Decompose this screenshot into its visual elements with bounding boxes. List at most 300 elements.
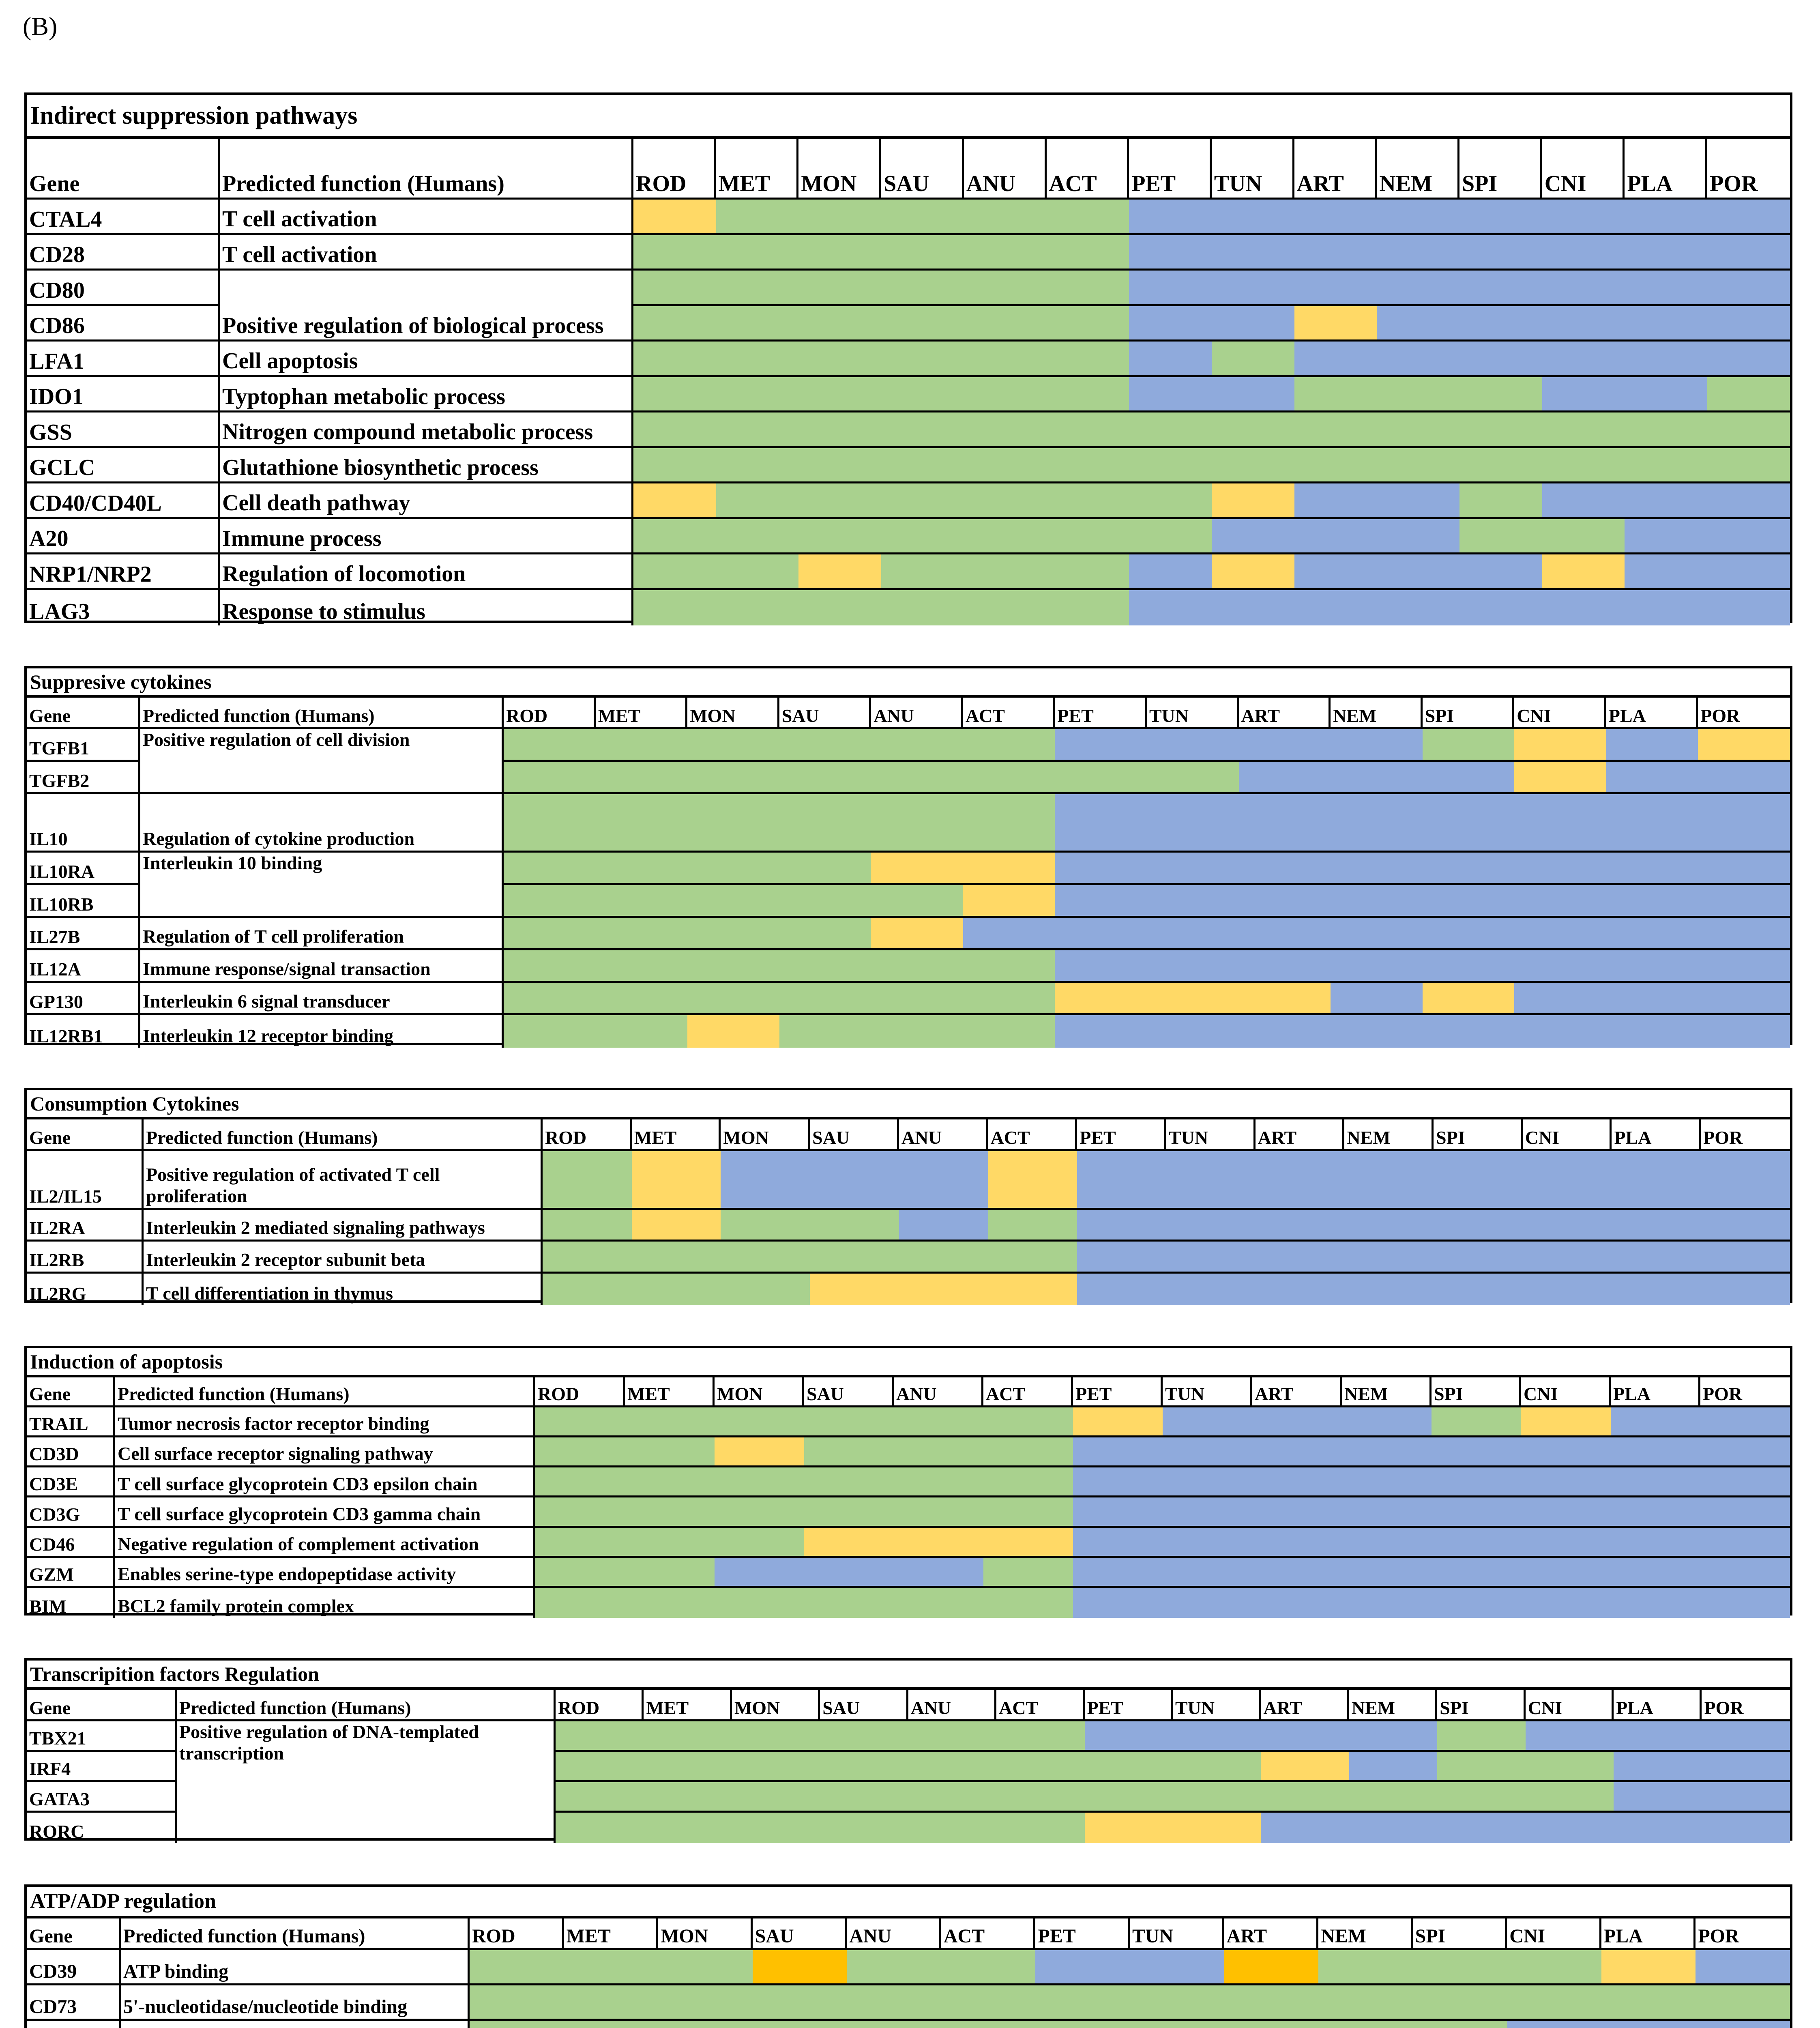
status-segment-rorc-art xyxy=(1261,1813,1790,1843)
status-segment-il2rg-pet xyxy=(1077,1274,1790,1305)
gene-name: GATA3 xyxy=(27,1782,177,1813)
gene-name: IL12A xyxy=(27,950,140,983)
taxon-header-nem: NEM xyxy=(1377,139,1459,200)
status-segment-tgfb1-cni xyxy=(1514,729,1606,762)
predicted-function: Regulation of locomotion xyxy=(220,554,633,590)
gene-name: IL2/IL15 xyxy=(27,1151,144,1210)
status-segment-il2ra-mon xyxy=(721,1210,899,1242)
status-segment-gp130-spi xyxy=(1423,983,1515,1015)
gene-name: TGFB1 xyxy=(27,729,140,762)
status-segment-cd39-nem xyxy=(1318,1950,1601,1985)
status-segment-trail-spi xyxy=(1432,1407,1521,1437)
gene-name: GZM xyxy=(27,1558,115,1588)
gene-name: IL10RA xyxy=(27,853,140,885)
taxon-header-tun: TUN xyxy=(1130,1918,1224,1950)
predicted-function: T cell surface glycoprotein CD3 epsilon chain xyxy=(115,1467,535,1497)
status-segment-nrp1-nrp2-mon xyxy=(798,554,881,590)
gene-name: GP130 xyxy=(27,983,140,1015)
taxon-header-rod: ROD xyxy=(504,698,596,729)
gene-name: CD73 xyxy=(27,1985,121,2021)
taxon-header-art: ART xyxy=(1256,1119,1345,1151)
predicted-function: Immune process xyxy=(220,519,633,555)
predicted-function: Enables serine-type endopeptidase activity xyxy=(115,1558,535,1588)
taxon-header-met: MET xyxy=(564,1918,659,1950)
status-segment-irf4-nem xyxy=(1349,1752,1437,1782)
status-segment-trail-rod xyxy=(535,1407,1073,1437)
status-segment-il12a-pet xyxy=(1055,950,1790,983)
taxon-header-pla: PLA xyxy=(1612,1119,1701,1151)
status-segment-il12rb1-mon xyxy=(687,1015,779,1048)
panel-table xyxy=(27,1690,1790,1843)
predicted-function: T cell differentiation in thymus xyxy=(144,1274,543,1305)
status-segment-il10rb-rod xyxy=(504,885,963,917)
predicted-function: Cell death pathway xyxy=(220,483,633,519)
status-segment-cd39-sau xyxy=(753,1950,847,1985)
status-segment-tbx21-rod xyxy=(556,1721,1085,1752)
taxon-header-pet: PET xyxy=(1077,1119,1166,1151)
status-segment-il2rg-sau xyxy=(810,1274,1077,1305)
status-segment-gata3-rod xyxy=(556,1782,1614,1813)
taxon-header-por: POR xyxy=(1701,1119,1790,1151)
status-segment-cd86-pet xyxy=(1129,306,1294,342)
predicted-function: Typtophan metabolic process xyxy=(220,377,633,413)
taxon-header-mon: MON xyxy=(687,698,779,729)
status-segment-irf4-pla xyxy=(1614,1752,1790,1782)
status-segment-tbx21-pet xyxy=(1085,1721,1438,1752)
status-segment-tgfb1-pla xyxy=(1606,729,1698,762)
taxon-header-por: POR xyxy=(1707,139,1790,200)
taxon-header-met: MET xyxy=(716,139,799,200)
status-segment-gp130-nem xyxy=(1331,983,1423,1015)
predicted-function xyxy=(121,2021,470,2028)
status-segment-gp130-pet xyxy=(1055,983,1331,1015)
taxon-header-por: POR xyxy=(1696,1918,1790,1950)
taxon-header-anu: ANU xyxy=(899,1119,988,1151)
taxon-header-art: ART xyxy=(1294,139,1377,200)
predicted-function: Nitrogen compound metabolic process xyxy=(220,412,633,448)
taxon-header-rod: ROD xyxy=(556,1690,644,1721)
taxon-header-anu: ANU xyxy=(894,1377,983,1407)
taxon-header-art: ART xyxy=(1239,698,1331,729)
panel-title: Indirect suppression pathways xyxy=(27,95,1790,139)
taxon-header-cni: CNI xyxy=(1523,1119,1612,1151)
gene-name: IRF4 xyxy=(27,1752,177,1782)
status-segment-il2-il15-rod xyxy=(543,1151,632,1210)
status-segment-lfa1-art xyxy=(1294,342,1790,377)
taxon-header-anu: ANU xyxy=(908,1690,996,1721)
status-segment-irf4-spi xyxy=(1437,1752,1614,1782)
status-segment-tgfb1-rod xyxy=(504,729,1055,762)
taxon-header-anu: ANU xyxy=(871,698,963,729)
function-column-header: Predicted function (Humans) xyxy=(177,1690,556,1721)
status-segment-gzm-act xyxy=(983,1558,1073,1588)
status-segment-il27b-act xyxy=(963,918,1790,950)
taxon-header-spi: SPI xyxy=(1413,1918,1507,1950)
status-segment-bim-pet xyxy=(1073,1588,1790,1618)
taxon-header-pet: PET xyxy=(1129,139,1212,200)
status-segment-cd28-rod xyxy=(633,235,1129,271)
taxon-header-art: ART xyxy=(1252,1377,1342,1407)
taxon-header-anu: ANU xyxy=(964,139,1047,200)
taxon-header-tun: TUN xyxy=(1147,698,1239,729)
taxon-header-mon: MON xyxy=(798,139,881,200)
status-segment-cd86-art xyxy=(1294,306,1377,342)
predicted-function: Cell surface receptor signaling pathway xyxy=(115,1437,535,1467)
status-segment-ctal4-pet xyxy=(1129,200,1790,235)
panel-table xyxy=(27,1119,1790,1305)
status-segment-tbx21-cni xyxy=(1526,1721,1790,1752)
status-segment-il2ra-pet xyxy=(1077,1210,1790,1242)
taxon-header-cni: CNI xyxy=(1521,1377,1611,1407)
gene-name: CD39 xyxy=(27,1950,121,1985)
taxon-header-mon: MON xyxy=(658,1918,753,1950)
taxon-header-met: MET xyxy=(644,1690,732,1721)
status-segment-trail-pla xyxy=(1611,1407,1790,1437)
gene-name: CD46 xyxy=(27,1528,115,1558)
gene-name: CD3D xyxy=(27,1437,115,1467)
taxon-header-mon: MON xyxy=(721,1119,810,1151)
status-segment-il10ra-pet xyxy=(1055,853,1790,885)
taxon-header-rod: ROD xyxy=(470,1918,564,1950)
status-segment-cd39-art xyxy=(1224,1950,1319,1985)
status-segment-a20-spi xyxy=(1459,519,1625,555)
taxon-header-nem: NEM xyxy=(1344,1119,1434,1151)
predicted-function: ATP binding xyxy=(121,1950,470,1985)
taxon-header-cni: CNI xyxy=(1542,139,1625,200)
status-segment-irf4-rod xyxy=(556,1752,1261,1782)
status-segment-il12rb1-rod xyxy=(504,1015,687,1048)
gene-name: RORC xyxy=(27,1813,177,1843)
gene-name: IDO1 xyxy=(27,377,220,413)
predicted-function: T cell surface glycoprotein CD3 gamma chain xyxy=(115,1497,535,1527)
status-segment-cd3g-rod xyxy=(535,1497,1073,1527)
taxon-header-cni: CNI xyxy=(1514,698,1606,729)
gene-name: IL10 xyxy=(27,794,140,853)
taxon-header-nem: NEM xyxy=(1318,1918,1413,1950)
figure-label: (B) xyxy=(23,12,58,41)
taxon-header-cni: CNI xyxy=(1526,1690,1614,1721)
status-segment-a20-rod xyxy=(633,519,1212,555)
status-segment-cd46-sau xyxy=(804,1528,1073,1558)
taxon-header-spi: SPI xyxy=(1423,698,1515,729)
status-segment-ido1-pet xyxy=(1129,377,1294,413)
predicted-function: Positive regulation of activated T cell proliferation xyxy=(144,1151,543,1210)
status-segment-gzm-mon xyxy=(715,1558,983,1588)
predicted-function: Tumor necrosis factor receptor binding xyxy=(115,1407,535,1437)
taxon-header-pet: PET xyxy=(1085,1690,1173,1721)
taxon-header-met: MET xyxy=(632,1119,721,1151)
predicted-function: Interleukin 2 mediated signaling pathways xyxy=(144,1210,543,1242)
predicted-function: Immune response/signal transaction xyxy=(140,950,504,983)
status-segment-il2rb-rod xyxy=(543,1242,1077,1273)
status-segment-cd86-nem xyxy=(1377,306,1790,342)
taxon-header-sau: SAU xyxy=(810,1119,899,1151)
panel-1 xyxy=(24,666,1792,1045)
status-segment-il27b-anu xyxy=(871,918,963,950)
status-segment-ido1-art xyxy=(1294,377,1542,413)
predicted-function: Interleukin 6 signal transducer xyxy=(140,983,504,1015)
taxon-header-sau: SAU xyxy=(779,698,871,729)
status-segment-nrp1-nrp2-pet xyxy=(1129,554,1212,590)
panel-0 xyxy=(24,92,1792,623)
gene-name xyxy=(27,2021,121,2028)
gene-name: LAG3 xyxy=(27,590,220,626)
taxon-header-sau: SAU xyxy=(881,139,964,200)
status-segment-a2ar-cni xyxy=(1507,2021,1790,2028)
panel-title: Suppresive cytokines xyxy=(27,668,1790,698)
status-segment-cd40-cd40l-tun xyxy=(1212,483,1294,519)
gene-name: CD28 xyxy=(27,235,220,271)
taxon-header-act: ACT xyxy=(996,1690,1084,1721)
gene-name: IL2RA xyxy=(27,1210,144,1242)
status-segment-irf4-art xyxy=(1261,1752,1349,1782)
panel-title: ATP/ADP regulation xyxy=(27,1887,1790,1918)
status-segment-il12rb1-sau xyxy=(779,1015,1055,1048)
gene-name: GSS xyxy=(27,412,220,448)
status-segment-il2ra-rod xyxy=(543,1210,632,1242)
gene-name: IL27B xyxy=(27,918,140,950)
status-segment-nrp1-nrp2-pla xyxy=(1625,554,1790,590)
status-segment-ido1-rod xyxy=(633,377,1129,413)
status-segment-il10ra-rod xyxy=(504,853,871,885)
gene-column-header: Gene xyxy=(27,1377,115,1407)
function-column-header: Predicted function (Humans) xyxy=(220,139,633,200)
status-segment-cd39-por xyxy=(1696,1950,1790,1985)
taxon-header-act: ACT xyxy=(983,1377,1073,1407)
status-segment-ido1-cni xyxy=(1542,377,1707,413)
status-segment-lfa1-pet xyxy=(1129,342,1212,377)
status-segment-cd3d-pet xyxy=(1073,1437,1790,1467)
status-segment-tgfb1-por xyxy=(1698,729,1790,762)
taxon-header-cni: CNI xyxy=(1507,1918,1601,1950)
function-column-header: Predicted function (Humans) xyxy=(121,1918,470,1950)
taxon-header-sau: SAU xyxy=(804,1377,894,1407)
gene-name: LFA1 xyxy=(27,342,220,377)
taxon-header-tun: TUN xyxy=(1212,139,1294,200)
gene-name: CD86 xyxy=(27,306,220,342)
predicted-function: Cell apoptosis xyxy=(220,342,633,377)
status-segment-cd3d-sau xyxy=(804,1437,1073,1467)
gene-name: NRP1/NRP2 xyxy=(27,554,220,590)
status-segment-cd40-cd40l-art xyxy=(1294,483,1459,519)
status-segment-il2ra-act xyxy=(988,1210,1077,1242)
predicted-function: Positive regulation of biological process xyxy=(220,271,633,342)
status-segment-il12rb1-pet xyxy=(1055,1015,1790,1048)
taxon-header-pla: PLA xyxy=(1625,139,1707,200)
gene-name: A20 xyxy=(27,519,220,555)
taxon-header-mon: MON xyxy=(732,1690,820,1721)
status-segment-tgfb1-pet xyxy=(1055,729,1422,762)
taxon-header-spi: SPI xyxy=(1459,139,1542,200)
status-segment-il12a-rod xyxy=(504,950,1055,983)
panel-2 xyxy=(24,1088,1792,1303)
status-segment-il27b-rod xyxy=(504,918,871,950)
status-segment-il10ra-anu xyxy=(871,853,1055,885)
taxon-header-art: ART xyxy=(1261,1690,1349,1721)
gene-name: CD3G xyxy=(27,1497,115,1527)
status-segment-nrp1-nrp2-art xyxy=(1294,554,1542,590)
taxon-header-art: ART xyxy=(1224,1918,1319,1950)
panel-table xyxy=(27,1377,1790,1618)
predicted-function: Positive regulation of cell division xyxy=(140,729,504,794)
status-segment-il2ra-met xyxy=(632,1210,721,1242)
status-segment-cd40-cd40l-rod xyxy=(633,483,716,519)
predicted-function: Regulation of cytokine production xyxy=(140,794,504,853)
taxon-header-rod: ROD xyxy=(543,1119,632,1151)
status-segment-il2rg-rod xyxy=(543,1274,810,1305)
status-segment-il2rb-pet xyxy=(1077,1242,1790,1273)
status-segment-il2-il15-pet xyxy=(1077,1151,1790,1210)
gene-name: IL12RB1 xyxy=(27,1015,140,1048)
taxon-header-pla: PLA xyxy=(1611,1377,1700,1407)
taxon-header-pet: PET xyxy=(1035,1918,1130,1950)
status-segment-gss-rod xyxy=(633,412,1790,448)
function-column-header: Predicted function (Humans) xyxy=(144,1119,543,1151)
status-segment-lag3-pet xyxy=(1129,590,1790,626)
taxon-header-sau: SAU xyxy=(820,1690,908,1721)
gene-column-header: Gene xyxy=(27,139,220,200)
panel-title: Induction of apoptosis xyxy=(27,1348,1790,1377)
status-segment-il10-rod xyxy=(504,794,1055,853)
gene-column-header: Gene xyxy=(27,698,140,729)
status-segment-cd3e-pet xyxy=(1073,1467,1790,1497)
taxon-header-mon: MON xyxy=(715,1377,804,1407)
gene-name: BIM xyxy=(27,1588,115,1618)
gene-column-header: Gene xyxy=(27,1918,121,1950)
status-segment-a2ar-rod xyxy=(470,2021,1507,2028)
taxon-header-act: ACT xyxy=(941,1918,1036,1950)
status-segment-lfa1-rod xyxy=(633,342,1129,377)
gene-name: CD3E xyxy=(27,1467,115,1497)
status-segment-cd40-cd40l-met xyxy=(716,483,1212,519)
gene-column-header: Gene xyxy=(27,1119,144,1151)
gene-name: IL2RB xyxy=(27,1242,144,1273)
status-segment-il2ra-anu xyxy=(899,1210,988,1242)
status-segment-lag3-rod xyxy=(633,590,1129,626)
status-segment-trail-cni xyxy=(1521,1407,1611,1437)
taxon-header-nem: NEM xyxy=(1342,1377,1432,1407)
predicted-function: Interleukin 10 binding xyxy=(140,853,504,917)
taxon-header-tun: TUN xyxy=(1173,1690,1261,1721)
status-segment-il2-il15-met xyxy=(632,1151,721,1210)
status-segment-cd40-cd40l-spi xyxy=(1459,483,1542,519)
status-segment-lfa1-tun xyxy=(1212,342,1294,377)
taxon-header-tun: TUN xyxy=(1166,1119,1256,1151)
status-segment-cd80-pet xyxy=(1129,271,1790,306)
status-segment-gata3-pla xyxy=(1614,1782,1790,1813)
status-segment-cd39-pla xyxy=(1601,1950,1696,1985)
function-column-header: Predicted function (Humans) xyxy=(140,698,504,729)
taxon-header-spi: SPI xyxy=(1432,1377,1521,1407)
taxon-header-pla: PLA xyxy=(1601,1918,1696,1950)
taxon-header-pla: PLA xyxy=(1614,1690,1702,1721)
gene-name: IL2RG xyxy=(27,1274,144,1305)
predicted-function: Regulation of T cell proliferation xyxy=(140,918,504,950)
panel-4 xyxy=(24,1658,1792,1841)
status-segment-trail-tun xyxy=(1163,1407,1432,1437)
status-segment-cd3d-rod xyxy=(535,1437,715,1467)
gene-name: TGFB2 xyxy=(27,762,140,794)
status-segment-ido1-por xyxy=(1707,377,1790,413)
gene-name: CD80 xyxy=(27,271,220,306)
status-segment-cd40-cd40l-cni xyxy=(1542,483,1790,519)
function-column-header: Predicted function (Humans) xyxy=(115,1377,535,1407)
status-segment-cd3d-mon xyxy=(715,1437,804,1467)
status-segment-il2-il15-act xyxy=(988,1151,1077,1210)
status-segment-nrp1-nrp2-rod xyxy=(633,554,798,590)
taxon-header-pla: PLA xyxy=(1606,698,1698,729)
taxon-header-tun: TUN xyxy=(1163,1377,1252,1407)
gene-name: TBX21 xyxy=(27,1721,177,1752)
status-segment-trail-pet xyxy=(1073,1407,1163,1437)
status-segment-il10-pet xyxy=(1055,794,1790,853)
status-segment-il10rb-pet xyxy=(1055,885,1790,917)
status-segment-rorc-rod xyxy=(556,1813,1085,1843)
taxon-header-act: ACT xyxy=(988,1119,1077,1151)
taxon-header-act: ACT xyxy=(1047,139,1129,200)
status-segment-tgfb2-rod xyxy=(504,762,1239,794)
predicted-function: T cell activation xyxy=(220,200,633,235)
taxon-header-spi: SPI xyxy=(1434,1119,1523,1151)
status-segment-rorc-pet xyxy=(1085,1813,1261,1843)
predicted-function: Glutathione biosynthetic process xyxy=(220,448,633,484)
predicted-function: Positive regulation of DNA-templated transcription xyxy=(177,1721,556,1843)
status-segment-tgfb2-cni xyxy=(1514,762,1606,794)
status-segment-nrp1-nrp2-sau xyxy=(881,554,1129,590)
status-segment-cd39-pet xyxy=(1035,1950,1224,1985)
status-segment-cd3e-rod xyxy=(535,1467,1073,1497)
gene-name: CTAL4 xyxy=(27,200,220,235)
predicted-function: Interleukin 12 receptor binding xyxy=(140,1015,504,1048)
status-segment-a20-tun xyxy=(1212,519,1459,555)
taxon-header-nem: NEM xyxy=(1331,698,1423,729)
predicted-function: Interleukin 2 receptor subunit beta xyxy=(144,1242,543,1273)
status-segment-a20-pla xyxy=(1625,519,1790,555)
taxon-header-sau: SAU xyxy=(753,1918,847,1950)
taxon-header-por: POR xyxy=(1700,1377,1790,1407)
taxon-header-pet: PET xyxy=(1073,1377,1163,1407)
taxon-header-anu: ANU xyxy=(847,1918,941,1950)
status-segment-cd3g-pet xyxy=(1073,1497,1790,1527)
status-segment-gclc-rod xyxy=(633,448,1790,484)
panel-title: Transcripition factors Regulation xyxy=(27,1661,1790,1690)
predicted-function: Negative regulation of complement activation xyxy=(115,1528,535,1558)
status-segment-cd39-anu xyxy=(847,1950,1035,1985)
status-segment-gzm-rod xyxy=(535,1558,715,1588)
taxon-header-act: ACT xyxy=(963,698,1055,729)
taxon-header-por: POR xyxy=(1702,1690,1790,1721)
status-segment-nrp1-nrp2-cni xyxy=(1542,554,1625,590)
predicted-function: Response to stimulus xyxy=(220,590,633,626)
status-segment-cd46-pet xyxy=(1073,1528,1790,1558)
predicted-function: 5'-nucleotidase/nucleotide binding xyxy=(121,1985,470,2021)
status-segment-bim-rod xyxy=(535,1588,1073,1618)
predicted-function: BCL2 family protein complex xyxy=(115,1588,535,1618)
status-segment-il2-il15-mon xyxy=(721,1151,988,1210)
taxon-header-por: POR xyxy=(1698,698,1790,729)
status-segment-gzm-pet xyxy=(1073,1558,1790,1588)
status-segment-nrp1-nrp2-tun xyxy=(1212,554,1294,590)
gene-column-header: Gene xyxy=(27,1690,177,1721)
status-segment-cd28-pet xyxy=(1129,235,1790,271)
panel-table xyxy=(27,1918,1790,2028)
status-segment-tgfb2-art xyxy=(1239,762,1515,794)
gene-name: IL10RB xyxy=(27,885,140,917)
panel-5 xyxy=(24,1884,1792,2028)
status-segment-gp130-cni xyxy=(1514,983,1790,1015)
gene-name: GCLC xyxy=(27,448,220,484)
status-segment-cd46-rod xyxy=(535,1528,804,1558)
